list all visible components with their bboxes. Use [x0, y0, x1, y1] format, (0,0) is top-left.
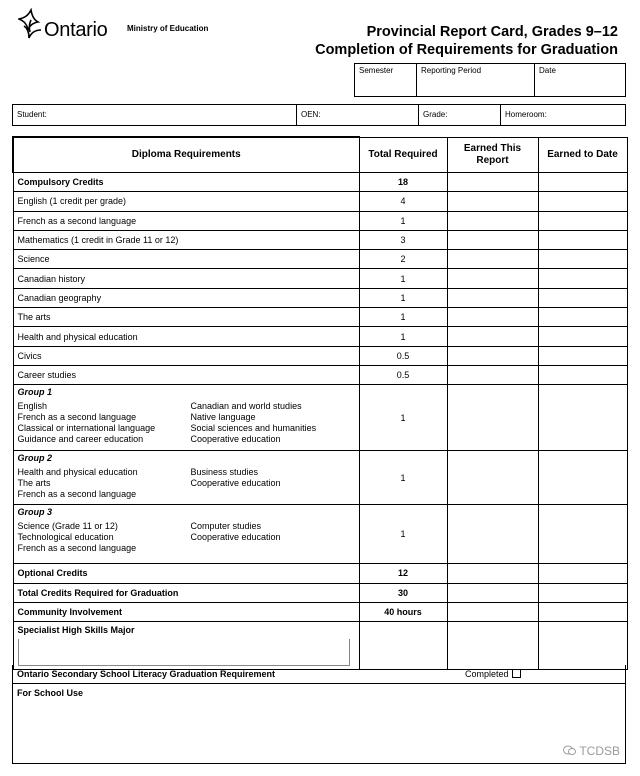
earned-this-report-cell[interactable] [447, 230, 538, 249]
table-row [13, 269, 627, 288]
earned-this-report-cell[interactable] [447, 211, 538, 230]
earned-to-date-cell[interactable] [538, 211, 627, 230]
total-required-value: 4 [359, 192, 447, 211]
group-subject: Science (Grade 11 or 12) [17, 521, 118, 532]
table-row [13, 250, 627, 269]
table-row [13, 173, 627, 192]
total-required-value: 1 [359, 327, 447, 346]
group-subject: Native language [190, 412, 256, 423]
group-title: Group 3 [17, 507, 53, 518]
earned-to-date-cell[interactable] [538, 308, 627, 327]
requirement-label: Mathematics (1 credit in Grade 11 or 12) [13, 230, 359, 249]
group-subject: Cooperative education [190, 532, 281, 543]
group-subject: Cooperative education [190, 478, 281, 489]
literacy-label: Ontario Secondary School Literacy Graduation Requirement [17, 669, 276, 679]
header-diploma-requirements: Diploma Requirements [13, 137, 359, 173]
earned-to-date-cell[interactable] [538, 346, 627, 365]
table-row [13, 308, 627, 327]
oen-field[interactable]: OEN: [297, 105, 419, 125]
table-row [13, 583, 627, 602]
header-total-required: Total Required [359, 137, 447, 173]
group-subject: Guidance and career education [17, 434, 144, 445]
date-field[interactable]: Date [539, 66, 556, 75]
group-subject: Technological education [17, 532, 114, 543]
semester-box [354, 63, 626, 97]
requirement-label: French as a second language [13, 211, 359, 230]
total-required-value: 2 [359, 250, 447, 269]
earned-this-report-cell[interactable] [447, 308, 538, 327]
earned-to-date-cell[interactable] [538, 505, 627, 564]
group-subject: French as a second language [17, 543, 137, 554]
earned-this-report-cell[interactable] [447, 250, 538, 269]
table-row [13, 230, 627, 249]
shsm-label: Specialist High Skills Major [17, 625, 135, 636]
student-field[interactable]: Student: [13, 105, 297, 125]
earned-this-report-cell[interactable] [447, 583, 538, 602]
title-line-2: Completion of Requirements for Graduation [315, 42, 618, 58]
for-school-use-box [12, 684, 626, 764]
literacy-completed [465, 669, 521, 679]
requirement-label: Science [13, 250, 359, 269]
group-left-column [18, 521, 191, 554]
earned-this-report-cell[interactable] [447, 564, 538, 583]
earned-to-date-cell[interactable] [538, 250, 627, 269]
optional-label: Optional Credits [13, 564, 359, 583]
earned-this-report-cell[interactable] [447, 269, 538, 288]
group-right-column [191, 401, 317, 445]
completed-checkbox[interactable] [512, 669, 521, 678]
earned-this-report-cell[interactable] [447, 288, 538, 307]
total-value: 30 [359, 583, 447, 602]
requirement-label: The arts [13, 308, 359, 327]
reporting-period-field[interactable]: Reporting Period [417, 64, 535, 96]
logo-wordmark: Ontario [44, 19, 108, 41]
table-row [13, 346, 627, 365]
total-required-value: 1 [359, 385, 447, 451]
group-row [13, 451, 627, 505]
for-school-use-label: For School Use [17, 688, 84, 698]
group-right-column [191, 521, 281, 554]
total-label: Total Credits Required for Graduation [13, 583, 359, 602]
ministry-label: Ministry of Education [127, 24, 209, 33]
earned-to-date-cell[interactable] [538, 327, 627, 346]
group-row [13, 385, 627, 451]
literacy-requirement-row [12, 665, 626, 684]
earned-to-date-cell[interactable] [538, 288, 627, 307]
group-subject: French as a second language [17, 412, 137, 423]
semester-field[interactable]: Semester [355, 64, 417, 96]
group-row [13, 505, 627, 564]
header-earned-to-date: Earned to Date [538, 137, 627, 173]
requirement-label: Compulsory Credits [13, 173, 359, 192]
group-cell [13, 385, 359, 451]
earned-this-report-cell[interactable] [447, 451, 538, 505]
group-subject: The arts [17, 478, 51, 489]
earned-this-report-cell[interactable] [447, 622, 538, 670]
group-cell [13, 505, 359, 564]
group-left-column [18, 467, 191, 500]
requirement-label: Civics [13, 346, 359, 365]
earned-to-date-cell[interactable] [538, 583, 627, 602]
earned-this-report-cell[interactable] [447, 385, 538, 451]
table-row [13, 564, 627, 583]
community-value: 40 hours [359, 602, 447, 621]
group-title: Group 2 [17, 453, 53, 464]
earned-to-date-cell[interactable] [538, 365, 627, 384]
group-subject: Cooperative education [190, 434, 281, 445]
diploma-requirements-table [12, 136, 628, 670]
group-subject: French as a second language [17, 489, 137, 500]
earned-this-report-cell[interactable] [447, 602, 538, 621]
earned-to-date-cell[interactable] [538, 385, 627, 451]
community-label: Community Involvement [13, 602, 359, 621]
group-subject: Business studies [190, 467, 259, 478]
total-required-value: 1 [359, 211, 447, 230]
earned-this-report-cell[interactable] [447, 192, 538, 211]
group-subject: Computer studies [190, 521, 262, 532]
requirement-label: Career studies [13, 365, 359, 384]
earned-to-date-cell[interactable] [538, 173, 627, 192]
earned-to-date-cell[interactable] [538, 192, 627, 211]
student-info-row [12, 104, 626, 126]
earned-to-date-cell[interactable] [538, 451, 627, 505]
grade-field[interactable]: Grade: [419, 105, 501, 125]
requirement-label: English (1 credit per grade) [13, 192, 359, 211]
total-required-value: 1 [359, 269, 447, 288]
shsm-row [13, 622, 627, 670]
total-required-value: 1 [359, 451, 447, 505]
table-row [13, 602, 627, 621]
shsm-input-box[interactable] [18, 639, 350, 666]
group-left-column [18, 401, 191, 445]
table-row [13, 192, 627, 211]
homeroom-field[interactable]: Homeroom: [505, 110, 547, 119]
completed-label: Completed [465, 669, 509, 679]
group-subject: English [17, 401, 48, 412]
table-row [13, 288, 627, 307]
document-title [315, 23, 618, 59]
shsm-cell [13, 622, 359, 670]
group-subject: Canadian and world studies [190, 401, 302, 412]
earned-to-date-cell[interactable] [538, 622, 627, 670]
earned-this-report-cell[interactable] [447, 346, 538, 365]
table-row [13, 327, 627, 346]
group-subject: Health and physical education [17, 467, 138, 478]
earned-to-date-cell[interactable] [538, 564, 627, 583]
earned-this-report-cell[interactable] [447, 365, 538, 384]
header-earned-this-report: Earned This Report [447, 137, 538, 173]
group-cell [13, 451, 359, 505]
table-row [13, 211, 627, 230]
total-required-value: 0.5 [359, 346, 447, 365]
requirement-label: Canadian history [13, 269, 359, 288]
total-required-value: 1 [359, 505, 447, 564]
requirement-label: Health and physical education [13, 327, 359, 346]
group-subject: Classical or international language [17, 423, 156, 434]
earned-this-report-cell[interactable] [447, 173, 538, 192]
total-required-value: 0.5 [359, 365, 447, 384]
earned-to-date-cell[interactable] [538, 269, 627, 288]
watermark-text: TCDSB [579, 744, 620, 758]
chat-bubble-icon [563, 745, 576, 756]
earned-this-report-cell[interactable] [447, 505, 538, 564]
optional-value: 12 [359, 564, 447, 583]
total-required-value: 3 [359, 230, 447, 249]
earned-to-date-cell[interactable] [538, 602, 627, 621]
table-row [13, 365, 627, 384]
total-required-value: 18 [359, 173, 447, 192]
group-right-column [191, 467, 281, 500]
title-line-1: Provincial Report Card, Grades 9–12 [366, 24, 618, 40]
earned-this-report-cell[interactable] [447, 327, 538, 346]
shsm-total-cell[interactable] [359, 622, 447, 670]
watermark [563, 744, 620, 758]
total-required-value: 1 [359, 308, 447, 327]
earned-to-date-cell[interactable] [538, 230, 627, 249]
group-subject: Social sciences and humanities [190, 423, 317, 434]
total-required-value: 1 [359, 288, 447, 307]
group-title: Group 1 [17, 387, 53, 398]
requirement-label: Canadian geography [13, 288, 359, 307]
